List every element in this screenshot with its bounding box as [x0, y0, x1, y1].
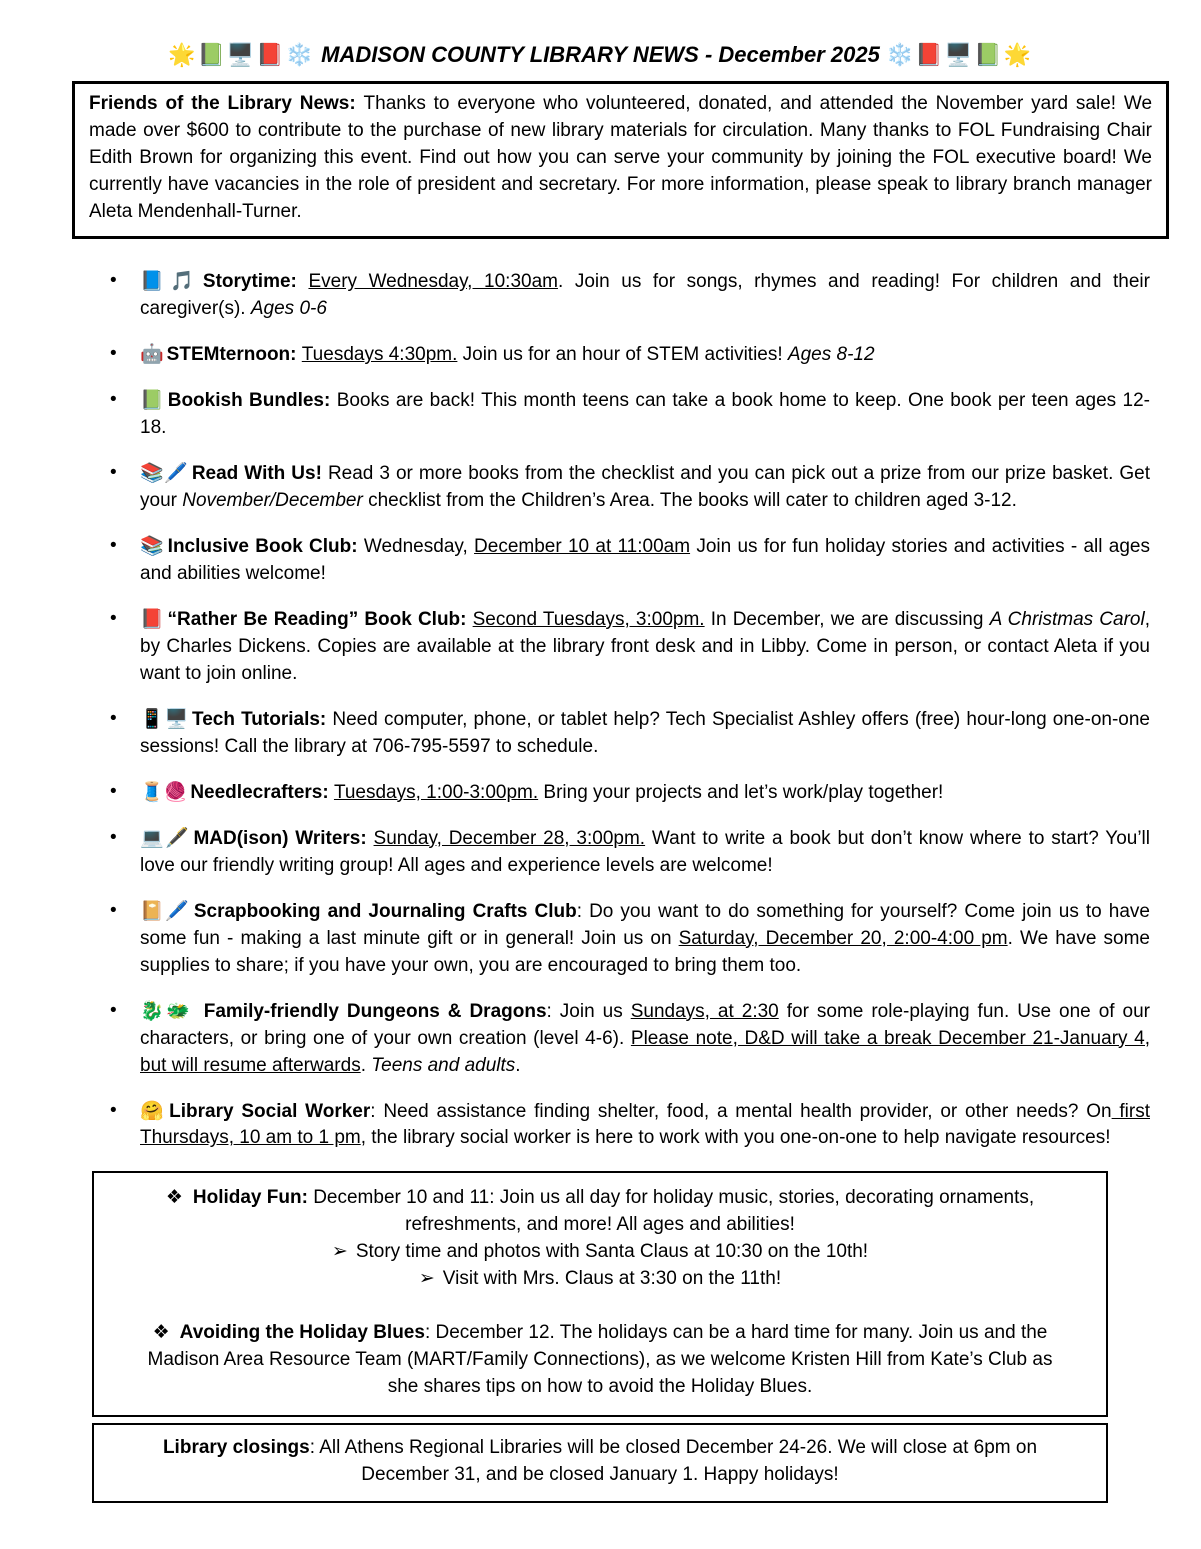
event-text: MAD(ison) Writers: Sunday, December 28, 3:00pm. Want to write a book but don’t know where to start? You’ll love our friendly writing group! All ages and experience levels are welcome! — [140, 827, 1150, 876]
holiday-item-line — [134, 1320, 1066, 1401]
holiday-emoji-left-icon: 🌟📗🖥️📕❄️ — [168, 42, 316, 67]
event-list-item — [108, 461, 1150, 515]
event-emoji-icon: 🧵🧶 — [140, 781, 188, 803]
event-emoji-icon: 📘🎵 — [140, 271, 200, 293]
event-list-item — [108, 269, 1150, 323]
event-text: Bookish Bundles: Books are back! This month teens can take a book home to keep. One book per teen ages 12-18. — [140, 390, 1150, 439]
holiday-emoji-right-icon: ❄️📕🖥️📗🌟 — [885, 42, 1033, 67]
holiday-item — [134, 1185, 1066, 1293]
event-emoji-icon: 🤖 — [140, 344, 164, 366]
event-emoji-icon: 📔🖊️ — [140, 900, 191, 922]
events-list — [108, 269, 1150, 1152]
event-list-item — [108, 999, 1150, 1080]
bullet-icon: • — [110, 707, 117, 729]
holiday-item — [134, 1320, 1066, 1401]
holiday-item-text: Avoiding the Holiday Blues: December 12. The holidays can be a hard time for many. Join us and the Madison Area Resource Team (MART/Family Connections), as we welcome Kristen Hill from Kate’s Club as she shares tips on how to avoid the Holiday Blues. — [147, 1322, 1053, 1398]
event-emoji-icon: 📚 — [140, 536, 165, 558]
diamond-bullet-icon: ❖ — [165, 1187, 183, 1209]
holiday-subitem — [134, 1239, 1066, 1266]
page-title-text: MADISON COUNTY LIBRARY NEWS - December 2025 — [315, 42, 886, 67]
holiday-events-box — [92, 1171, 1108, 1417]
bullet-icon: • — [110, 343, 117, 365]
holiday-item-text: Holiday Fun: December 10 and 11: Join us all day for holiday music, stories, decorating ornaments, refreshments, and more! All ages and abilities! — [192, 1187, 1035, 1236]
event-text: Family-friendly Dungeons & Dragons: Join us Sundays, at 2:30 for some role-playing fun. Use one of our characters, or bring one of your own creation (level 4-6). Please note, D&D will take a break December 21-January 4, but will resume afterwards. Teens and adults. — [140, 1000, 1150, 1076]
event-emoji-icon: 💻🖋️ — [140, 827, 191, 849]
event-list-item — [108, 780, 1150, 807]
event-list-item — [108, 342, 1150, 369]
event-emoji-icon: 📗 — [140, 390, 165, 412]
holiday-subitem — [134, 1266, 1066, 1293]
bullet-icon: • — [110, 1099, 117, 1121]
event-text: Needlecrafters: Tuesdays, 1:00-3:00pm. Bring your projects and let’s work/play together! — [190, 781, 944, 803]
event-text: Storytime: Every Wednesday, 10:30am. Join us for songs, rhymes and reading! For children and their caregiver(s). Ages 0-6 — [140, 271, 1150, 320]
event-list-item — [108, 826, 1150, 880]
event-emoji-icon: 📕 — [140, 608, 165, 630]
event-list-item — [108, 1099, 1150, 1153]
event-list-item — [108, 899, 1150, 980]
event-list-item — [108, 707, 1150, 761]
event-emoji-icon: 📱🖥️ — [140, 708, 190, 730]
event-list-item — [108, 607, 1150, 688]
friends-of-library-box — [72, 81, 1169, 239]
bullet-icon: • — [110, 780, 117, 802]
library-closings-text: Library closings: All Athens Regional Libraries will be closed December 24-26. We will close at 6pm on December 31, and be closed January 1. Happy holidays! — [162, 1437, 1038, 1486]
event-list-item — [108, 388, 1150, 442]
bullet-icon: • — [110, 270, 117, 292]
event-list-item — [108, 534, 1150, 588]
page-title — [0, 0, 1201, 68]
event-emoji-icon: 🐉🐲 — [140, 1000, 193, 1022]
friends-of-library-text: Friends of the Library News: Thanks to everyone who volunteered, donated, and attended the November yard sale! We made over $600 to contribute to the purchase of new library materials for circulation. Many thanks to FOL Fundraising Chair Edith Brown for organizing this event. Find out how you can serve your community by joining the FOL executive board! We currently have vacancies in the role of president and secretary. For more information, please speak to library branch manager Aleta Mendenhall-Turner. — [89, 93, 1153, 223]
event-text: STEMternoon: Tuesdays 4:30pm. Join us for an hour of STEM activities! Ages 8-12 — [166, 344, 875, 366]
bullet-icon: • — [110, 462, 117, 484]
arrow-bullet-icon: ➢ — [418, 1268, 435, 1290]
library-closings-box — [92, 1423, 1108, 1503]
holiday-subitem-text: Visit with Mrs. Claus at 3:30 on the 11th! — [442, 1268, 782, 1290]
arrow-bullet-icon: ➢ — [331, 1241, 348, 1263]
bullet-icon: • — [110, 535, 117, 557]
event-text: Read With Us! Read 3 or more books from the checklist and you can pick out a prize from our prize basket. Get your November/December checklist from the Children’s Area. The books will cater to children aged 3-12. — [140, 463, 1150, 512]
bullet-icon: • — [110, 999, 117, 1021]
holiday-item-line — [134, 1185, 1066, 1239]
diamond-bullet-icon: ❖ — [152, 1322, 170, 1344]
event-text: Tech Tutorials: Need computer, phone, or tablet help? Tech Specialist Ashley offers (free) hour-long one-on-one sessions! Call the library at 706-795-5597 to schedule. — [140, 708, 1150, 757]
event-text: Inclusive Book Club: Wednesday, December 10 at 11:00am Join us for fun holiday stories and activities - all ages and abilities welcome! — [140, 536, 1150, 584]
event-text: Scrapbooking and Journaling Crafts Club: Do you want to do something for yourself? Come join us to have some fun - making a last minute gift or in general! Join us on Saturday, December 20, 2:00-4:00 pm. We have some supplies to share; if you have your own, you are encouraged to bring them too. — [140, 900, 1150, 976]
bullet-icon: • — [110, 389, 117, 411]
event-text: Library Social Worker: Need assistance finding shelter, food, a mental health provider, or other needs? On first Thursdays, 10 am to 1 pm, the library social worker is here to work with you one-on-one to help navigate resources! — [140, 1100, 1150, 1149]
bullet-icon: • — [110, 607, 117, 629]
bullet-icon: • — [110, 899, 117, 921]
event-emoji-icon: 🤗 — [140, 1100, 167, 1122]
holiday-subitems — [134, 1239, 1066, 1293]
bullet-icon: • — [110, 826, 117, 848]
holiday-subitem-text: Story time and photos with Santa Claus at 10:30 on the 10th! — [355, 1241, 869, 1263]
event-emoji-icon: 📚🖊️ — [140, 463, 189, 485]
event-text: “Rather Be Reading” Book Club: Second Tuesdays, 3:00pm. In December, we are discussing A Christmas Carol, by Charles Dickens. Copies are available at the library front desk and in Libby. Come in person, or contact Aleta if you want to join online. — [140, 608, 1150, 684]
